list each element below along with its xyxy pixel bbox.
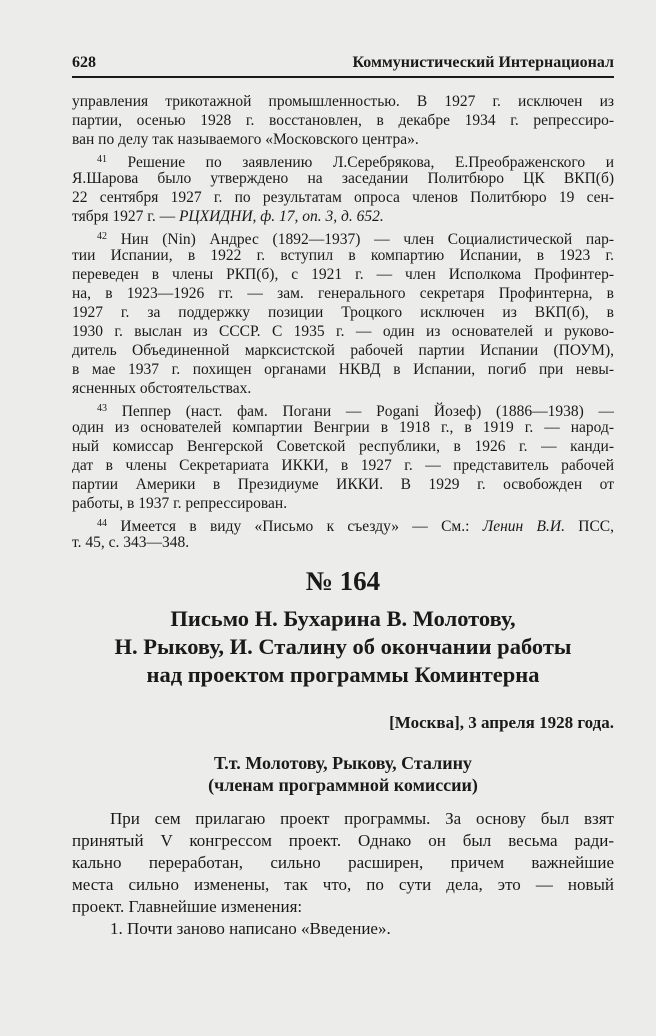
cited-author: Ленин В.И.: [482, 518, 565, 535]
footnote-line: переведен в члены РКП(б), с 1921 г. — член Исполкома Профинтер-: [72, 266, 614, 283]
footnote-line: на, в 1923—1926 гг. — зам. генерального секретаря Профинтерна, в: [72, 285, 614, 302]
body-line: При сем прилагаю проект программы. За основу был взят: [110, 809, 614, 828]
footnote-43-first-line: $^{43}$ Пеппер (наст. фам. Погани — Pogani Йозеф) (1886—1938) —: [97, 403, 615, 420]
page-header: [72, 50, 614, 78]
footnote-line: 1930 г. выслан из СССР. С 1935 г. — один из основателей и руково-: [72, 323, 614, 340]
footnote-line: в мае 1937 г. похищен органами НКВД в Испании, погиб при невы-: [72, 361, 614, 378]
archive-reference: РЦХИДНИ, ф. 17, оп. 3, д. 652.: [178, 208, 384, 225]
footnote-42-first-line: $^{42}$ Нин (Nin) Андрес (1892—1937) — член Социалистической пар-: [97, 231, 614, 248]
footnote-line: 1927 г. за поддержку позиции Троцкого исключен из ВКП(б), в: [72, 304, 614, 321]
footnote-line: управления трикотажной промышленностью. В 1927 г. исключен из: [72, 93, 614, 110]
body-line: 1. Почти заново написано «Введение».: [110, 919, 391, 938]
document-title-line: Н. Рыкову, И. Сталину об окончании работы: [114, 634, 572, 659]
footnote-number: 44: [97, 518, 107, 529]
document-number: № 164: [305, 566, 381, 596]
addressee-line: (членам программной комиссии): [208, 775, 478, 795]
footnote-number: 43: [97, 403, 107, 414]
footnote-line: 22 сентября 1927 г. по результатам опроса членов Политбюро 19 сен-: [72, 189, 614, 206]
footnote-line: тии Испании, в 1922 г. вступил в компартию Испании, в 1923 г.: [72, 247, 614, 264]
document-title-line: Письмо Н. Бухарина В. Молотову,: [170, 606, 516, 631]
footnote-44-first-line: $^{44}$ Имеется в виду «Письмо к съезду» — См.: Ленин В.И. ПСС,: [97, 518, 615, 535]
footnote-line: т. 45, с. 343—348.: [72, 534, 190, 551]
footnote-41-last-line: тября 1927 г. — РЦХИДНИ, ф. 17, оп. 3, д. 652.: [72, 208, 384, 225]
footnote-line: работы, в 1937 г. репрессирован.: [72, 495, 288, 512]
footnote-line: партии Америки в Президиуме ИККИ. В 1929 г. освобожден от: [72, 476, 614, 493]
body-line: принятый V конгрессом проект. Однако он был весьма ради-: [72, 831, 614, 850]
running-title: Коммунистический Интернационал: [352, 54, 614, 71]
footnote-line: ный комиссар Венгерской Советской республики, в 1926 г. — канди-: [72, 438, 614, 455]
dateline: [Москва], 3 апреля 1928 года.: [389, 713, 614, 732]
footnote-number: 41: [97, 154, 107, 165]
body-line: проект. Главнейшие изменения:: [72, 897, 303, 916]
addressee-line: Т.т. Молотову, Рыкову, Сталину: [214, 753, 472, 773]
footnote-line: дат в члены Секретариата ИККИ, в 1927 г. — представитель рабочей: [72, 457, 614, 474]
body-line: кально переработан, сильно расширен, причем важнейшие: [72, 853, 614, 872]
footnote-line: дитель Объединенной марксистской рабочей партии Испании (ПОУМ),: [72, 342, 614, 359]
footnote-line: ясненных обстоятельствах.: [72, 380, 252, 397]
body-line: места сильно изменены, так что, по сути дела, это — новый: [72, 875, 614, 894]
footnote-41-first-line: $^{41}$ Решение по заявлению Л.Серебрякова, Е.Преображенского и: [97, 154, 614, 171]
footnote-line: партии, осенью 1928 г. восстановлен, в декабре 1934 г. репрессиро-: [72, 112, 614, 129]
footnote-line: ван по делу так называемого «Московского центра».: [72, 131, 419, 148]
footnote-line: один из основателей компартии Венгрии в 1918 г., в 1919 г. — народ-: [72, 419, 614, 436]
document-title-line: над проектом программы Коминтерна: [146, 662, 540, 687]
page-number: 628: [72, 54, 96, 71]
footnote-number: 42: [97, 231, 107, 242]
footnote-line: Я.Шарова было утверждено на заседании Политбюро ЦК ВКП(б): [72, 170, 614, 187]
